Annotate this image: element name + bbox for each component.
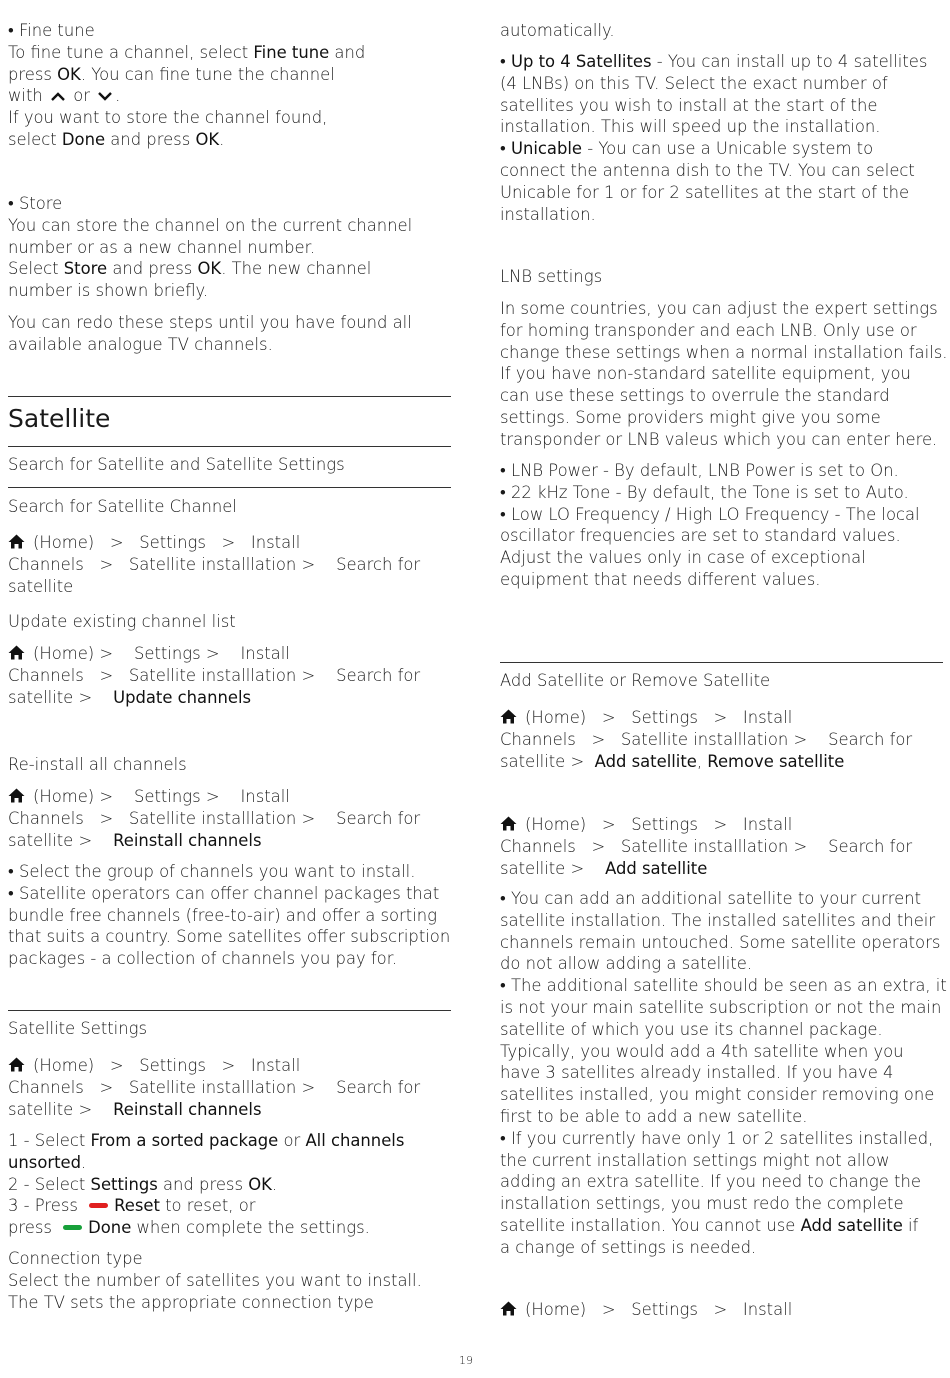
fine-tune-line-5: select Done and press OK. bbox=[8, 129, 225, 149]
sat-settings-steps: 1 - Select From a sorted package or All channels unsorted. 2 - Select Settings and press OK. 3 - Press Reset to reset, or press Done when complete the settings. bbox=[8, 1130, 452, 1239]
redo-paragraph bbox=[8, 312, 452, 356]
update-path: (Home) > Settings > Install Channels > Satellite installlation > Search for satellite > Update channels bbox=[8, 644, 421, 707]
list-item: • Satellite operators can offer channel packages that bbox=[8, 883, 440, 903]
add-remove-path: (Home) > Settings > Install Channels > Satellite installlation > Search for satellite > Add satellite, Remove satellite bbox=[500, 708, 913, 771]
list-item: • LNB Power - By default, LNB Power is set to On. bbox=[500, 461, 899, 480]
store-line-1: You can store the channel on the current channel bbox=[8, 215, 413, 235]
connection-type-continued: automatically. bbox=[500, 21, 615, 40]
green-color-key bbox=[63, 1225, 82, 1230]
list-item: • 22 kHz Tone - By default, the Tone is set to Auto. bbox=[500, 482, 909, 502]
divider bbox=[8, 1010, 451, 1011]
add-satellite-bullets: • You can add an additional satellite to your current satellite installation. The installed satellites and their channels remain untouched. Some satellite operators do not allow adding a satellite. • The additional satellite should be seen as an extra, it is not your main satellite subscription or not the main satellite of which you use its channel package. Typically, you would add a 4th satellite when you have 3 satellites already installed. If you have 4 satellites installed, you might consider removing one first to be able to add a new satellite. • If you currently have only 1 or 2 satellites installed, the current installation settings might not allow adding an extra satellite. If you need to change the installation settings, you must redo the complete satellite installation. You cannot use Add satellite if a change of settings is needed. bbox=[500, 889, 947, 1257]
step-3: 3 - Press Reset to reset, or bbox=[8, 1196, 256, 1216]
divider bbox=[8, 446, 451, 447]
page-number: 19 bbox=[459, 1354, 473, 1367]
fine-tune-line-3: with or . bbox=[8, 86, 121, 106]
divider bbox=[8, 396, 451, 397]
store-line-3: Select Store and press OK. The new channel bbox=[8, 259, 372, 279]
update-title: Update existing channel list bbox=[8, 612, 236, 631]
redo-line-2: available analogue TV channels. bbox=[8, 334, 273, 354]
sat-settings-title: Satellite Settings bbox=[8, 1019, 148, 1038]
add-remove-title: Add Satellite or Remove Satellite bbox=[500, 671, 771, 690]
home-icon bbox=[8, 788, 25, 803]
list-item: • If you currently have only 1 or 2 satellites installed, bbox=[500, 1128, 934, 1148]
connection-options: • Up to 4 Satellites - You can install up to 4 satellites (4 LNBs) on this TV. Select the exact number of satellites you wish to install at the start of the installation. This will speed up the installation. • Unicable - You can use a Unicable system to connect the antenna dish to the TV. You can select Unicable for 1 or for 2 satellites at the start of the installation. bbox=[500, 51, 944, 225]
search-channel-path: (Home) > Settings > Install Channels > Satellite installlation > Search for satellite bbox=[8, 533, 421, 596]
redo-line-1: You can redo these steps until you have found all bbox=[8, 313, 412, 332]
search-settings-title: Search for Satellite and Satellite Settings bbox=[8, 455, 345, 474]
list-item: • Low LO Frequency / High LO Frequency - The local bbox=[500, 504, 920, 524]
reinstall-path: (Home) > Settings > Install Channels > Satellite installlation > Search for satellite > Reinstall channels bbox=[8, 787, 421, 850]
reinstall-bullets: • Select the group of channels you want to install. • Satellite operators can offer channel packages that bundle free channels (free-to-air) and offer a sorting that suits a country. Some satellites offer subscription packages - a collection of channels you pay for. bbox=[8, 862, 451, 969]
fine-tune-line-1: To fine tune a channel, select Fine tune and bbox=[8, 42, 366, 62]
fine-tune-title: • Fine tune bbox=[8, 21, 95, 40]
satellite-title: Satellite bbox=[8, 404, 111, 433]
fine-tune-line-4: If you want to store the channel found, bbox=[8, 108, 328, 128]
divider bbox=[500, 662, 943, 663]
list-item: • Select the group of channels you want to install. bbox=[8, 862, 416, 881]
home-icon bbox=[8, 1057, 25, 1072]
step-1: 1 - Select From a sorted package or All channels bbox=[8, 1131, 405, 1150]
home-icon bbox=[8, 534, 25, 549]
store-line-2: number or as a new channel number. bbox=[8, 237, 316, 257]
chevron-down-icon bbox=[97, 86, 113, 98]
reinstall-title: Re-install all channels bbox=[8, 755, 187, 774]
home-icon bbox=[500, 1301, 517, 1316]
chevron-up-icon bbox=[50, 86, 66, 98]
store-line-4: number is shown briefly. bbox=[8, 281, 209, 301]
divider bbox=[8, 487, 451, 488]
connection-type-title: Connection type bbox=[8, 1249, 143, 1268]
list-item: • Up to 4 Satellites - You can install up to 4 satellites bbox=[500, 52, 928, 71]
lnb-paragraph: In some countries, you can adjust the expert settings for homing transponder and each LNB. Only use or change these settings when a normal installation fails. If you have non-standard satellite equipment, you can use these settings to overrule the standard settings. Some providers might give you some transponder or LNB valeus which you can enter here. bbox=[500, 299, 948, 449]
last-path: (Home) > Settings > Install bbox=[500, 1299, 944, 1321]
lnb-settings-title: LNB settings bbox=[500, 267, 603, 286]
step-2: 2 - Select Settings and press OK. bbox=[8, 1174, 278, 1194]
list-item: • The additional satellite should be seen as an extra, it bbox=[500, 976, 947, 996]
search-channel-title: Search for Satellite Channel bbox=[8, 497, 237, 516]
home-icon bbox=[500, 816, 517, 831]
red-color-key bbox=[89, 1203, 108, 1208]
list-item: • Unicable - You can use a Unicable system to bbox=[500, 139, 874, 159]
list-item: • You can add an additional satellite to your current bbox=[500, 889, 922, 908]
sat-settings-path: (Home) > Settings > Install Channels > Satellite installlation > Search for satellite > Reinstall channels bbox=[8, 1056, 421, 1119]
home-icon bbox=[8, 645, 25, 660]
home-icon bbox=[500, 709, 517, 724]
connection-type: Connection type Select the number of satellites you want to install. The TV sets the appropriate connection type bbox=[8, 1248, 452, 1313]
lnb-bullets: • LNB Power - By default, LNB Power is set to On. • 22 kHz Tone - By default, the Tone is set to Auto. • Low LO Frequency / High LO Frequency - The local oscillator frequencies are set to standard values. Adjust the values only in case of exceptional equipment that needs different values. bbox=[500, 460, 944, 591]
store-title: • Store bbox=[8, 194, 63, 213]
fine-tune-line-2: press OK. You can fine tune the channel bbox=[8, 64, 335, 84]
fine-tune-section bbox=[8, 20, 452, 151]
store-section bbox=[8, 193, 452, 302]
add-satellite-path: (Home) > Settings > Install Channels > Satellite installlation > Search for satellite > Add satellite bbox=[500, 815, 913, 878]
